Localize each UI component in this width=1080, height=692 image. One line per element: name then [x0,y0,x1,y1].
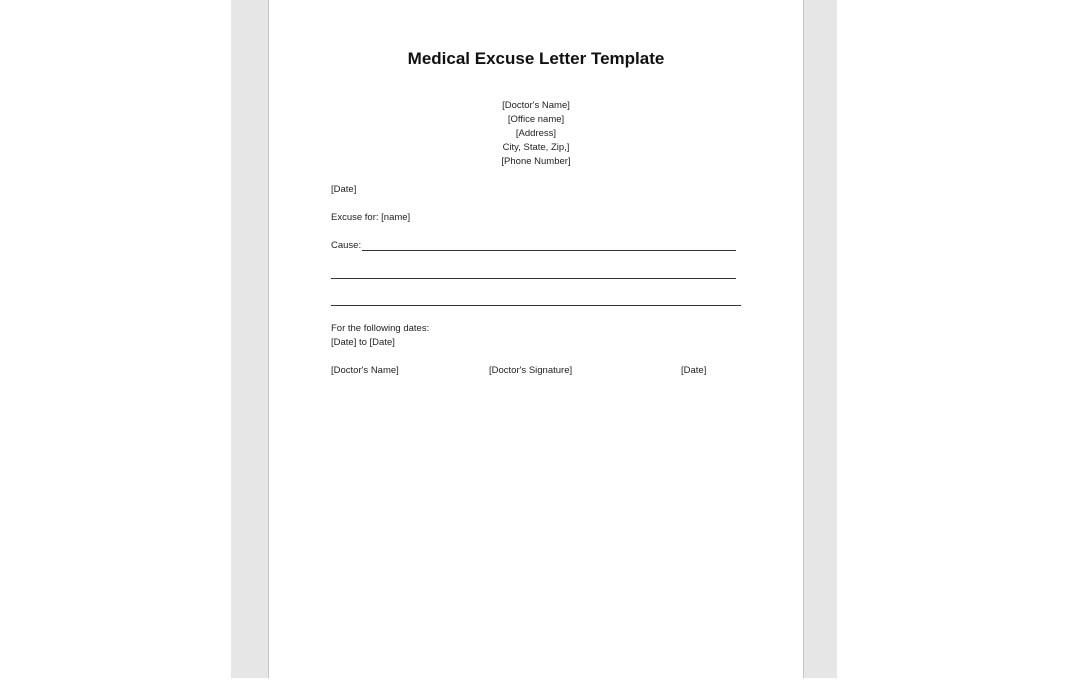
document-title: Medical Excuse Letter Template [407,49,665,68]
cause-underline-3 [331,305,741,306]
letter-date: [Date] [331,184,357,195]
header-address: [Address] [515,128,557,139]
signature-doctor-name: [Doctor's Name] [331,365,399,376]
header-city-state-zip: City, State, Zip,] [502,142,570,153]
signature-doctor-signature: [Doctor's Signature] [489,365,573,376]
header-doctor-name: [Doctor's Name] [502,100,570,111]
document-page[interactable] [268,0,804,678]
cause-underline-1 [362,250,736,251]
signature-date: [Date] [681,365,707,376]
doctor-header-block [269,99,803,169]
excuse-for-line: Excuse for: [name] [331,212,411,223]
cause-underline-2 [331,278,736,279]
cause-label: Cause: [331,240,362,251]
header-office-name: [Office name] [507,114,565,125]
following-dates-label: For the following dates: [331,323,430,334]
header-phone-number: [Phone Number] [501,156,571,167]
date-range: [Date] to [Date] [331,337,395,348]
